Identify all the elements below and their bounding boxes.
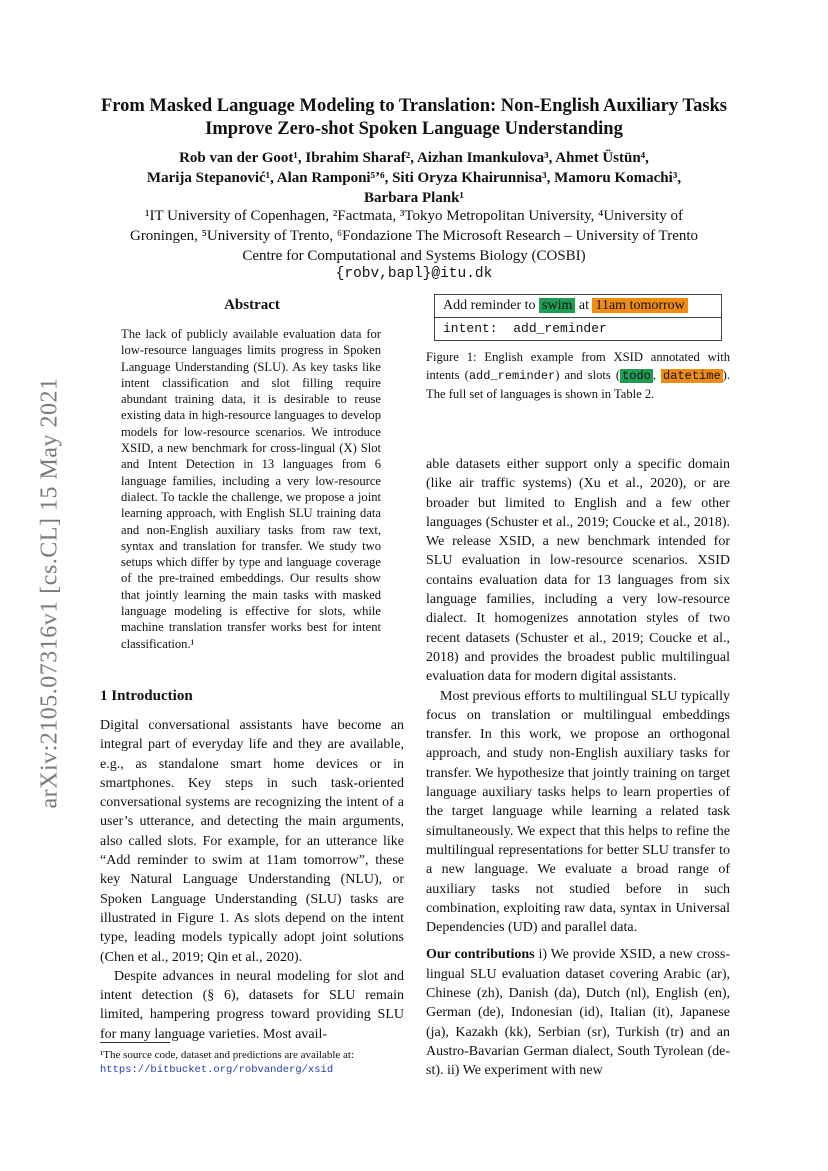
- footnote: [100, 1048, 404, 1078]
- intent-label: intent:: [443, 321, 498, 336]
- figure-1-example: [434, 294, 722, 341]
- slot-todo-highlight: swim: [539, 298, 575, 313]
- contributions-text: i) We provide XSID, a new cross-lingual SLU evaluation dataset covering Arabic (ar), Chinese (zh), Danish (da), Dutch (nl), English (en), German (de), Indonesian (id), Italian (it), Japanese (ja), Kazakh (kk), Serbian (sr), Turkish (tr) and an Austro-Bavarian German dialect, South Tyrolean (de-st). ii) We experiment with new: [426, 947, 731, 1079]
- caption-todo-tag: todo: [622, 369, 651, 383]
- intro-paragraph-1: Digital conversational assistants have become an integral part of everyday life and they are available, e.g., as standalone smart home devices or in smartphones. Key steps in such task-oriented conversational systems are recognizing the intent of a user’s utterance, and detecting the main arguments, also called slots. For example, for an utterance like “Add reminder to swim at 11am tomorrow”, these key Natural Language Understanding (NLU), or Spoken Language Understanding (SLU) tasks are illustrated in Figure 1. As slots depend on the intent type, leading models typically adopt joint solutions (Chen et al., 2019; Qin et al., 2020).: [100, 718, 404, 965]
- figure-intent-row: [435, 317, 721, 340]
- abstract-heading: Abstract: [224, 297, 280, 313]
- caption-datetime-tag: datetime: [663, 369, 721, 383]
- affiliations-line-1: ¹IT University of Copenhagen, ²Factmata, ³Tokyo Metropolitan University, ⁴University of: [145, 208, 683, 224]
- author-list: [90, 148, 738, 208]
- caption-intent: add_reminder: [468, 369, 556, 383]
- contact-email: {robv,bapl}@itu.dk: [335, 266, 493, 282]
- caption-part-b: ) and slots (: [555, 368, 621, 382]
- affiliations-line-2: Groningen, ⁵University of Trento, ⁶Fondazione The Microsoft Research – University of Trento: [129, 228, 699, 244]
- affiliations: [90, 206, 738, 266]
- intent-value: add_reminder: [513, 321, 607, 336]
- figure-utterance-row: [435, 295, 721, 317]
- footnote-link[interactable]: https://bitbucket.org/robvanderg/xsid: [100, 1064, 334, 1076]
- footnote-rule: [100, 1042, 170, 1043]
- contributions-heading: Our contributions: [426, 947, 535, 963]
- right-column-body: [426, 455, 730, 1081]
- utterance-prefix: Add reminder to: [443, 298, 536, 313]
- intro-paragraph-2: Despite advances in neural modeling for slot and intent detection (§ 6), datasets for SLU remain limited, hampering progress toward providing SLU for many language varieties. Most avail-: [100, 968, 404, 1042]
- right-paragraph-1: able datasets either support only a specific domain (like air traffic systems) (Xu et al., 2020), or are broader but limited to English and a few other languages (Schuster et al., 2019; Coucke et al., 2018). We release XSID, a new benchmark intended for SLU evaluation in low-resource scenarios. XSID contains evaluation data for 13 languages from six language families, including a very low-resource dialect. It homogenizes annotation styles of two recent datasets (Schuster et al., 2019; Coucke et al., 2018) and provides the broadest public multilingual evaluation data for modern digital assistants.: [426, 457, 730, 685]
- utterance-at: at: [578, 298, 589, 313]
- authors-line-2: Marija Stepanović¹, Alan Ramponi⁵ʼ⁶, Siti Oryza Khairunnisa³, Mamoru Komachi³,: [146, 170, 682, 186]
- authors-line-1: Rob van der Goot¹, Ibrahim Sharaf², Aizhan Imankulova³, Ahmet Üstün⁴,: [179, 150, 649, 166]
- authors-line-3: Barbara Plank¹: [364, 190, 464, 206]
- affiliations-line-3: Centre for Computational and Systems Biology (COSBI): [242, 248, 586, 264]
- paper-title: From Masked Language Modeling to Translation: Non-English Auxiliary Tasks Improve Zero-shot Spoken Language Understanding: [100, 96, 728, 139]
- section-heading-introduction: 1 Introduction: [100, 688, 193, 704]
- abstract-text: The lack of publicly available evaluation data for low-resource languages limits progress in Spoken Language Understanding (SLU). As key tasks like intent classification and slot filling require abundant training data, it is desirable to reuse existing data in high-resource languages to develop models for low-resource scenarios. We introduce XSID, a new benchmark for cross-lingual (X) Slot and Intent Detection in 13 languages from 6 language families, including a very low-resource dialect. To tackle the challenge, we propose a joint learning approach, with English SLU training data and non-English auxiliary tasks from raw text, syntax and translation for transfer. We study two setups which differ by type and language coverage of the pre-trained embeddings. Our results show that jointly learning the main tasks with masked language modeling is effective for slots, while machine translation transfer works best for intent classification.¹: [121, 327, 381, 651]
- contributions-paragraph: [426, 945, 730, 1080]
- slot-datetime-highlight: 11am tomorrow: [592, 298, 687, 313]
- caption-part-c: ). The full set of languages is shown in Table 2.: [426, 368, 730, 401]
- arxiv-identifier: arXiv:2105.07316v1 [cs.CL] 15 May 2021: [36, 377, 63, 809]
- footnote-text: ¹The source code, dataset and predictions are available at:: [100, 1049, 355, 1061]
- left-column-body: [100, 716, 404, 1044]
- caption-part-a: Figure 1: English example from XSID annotated with intents (: [426, 350, 730, 382]
- figure-1-caption: Figure 1: English example from XSID annotated with intents (add_reminder) and slots ( todo , datetime ). The full set of languages is shown in Table 2.: [426, 350, 730, 401]
- right-paragraph-2: Most previous efforts to multilingual SLU typically focus on translation or multilingual embeddings transfer. In this work, we propose an orthogonal approach, and study non-English auxiliary tasks for transfer. We hypothesize that jointly training on target language auxiliary tasks helps to learn properties of the target language while learning a related task simultaneously. We expect that this helps to refine the multilingual representations for better SLU transfer to a new language. We evaluate a broad range of auxiliary tasks not studied before in such combination, exploiting raw data, syntax in Universal Dependencies (UD) and parallel data.: [426, 688, 730, 936]
